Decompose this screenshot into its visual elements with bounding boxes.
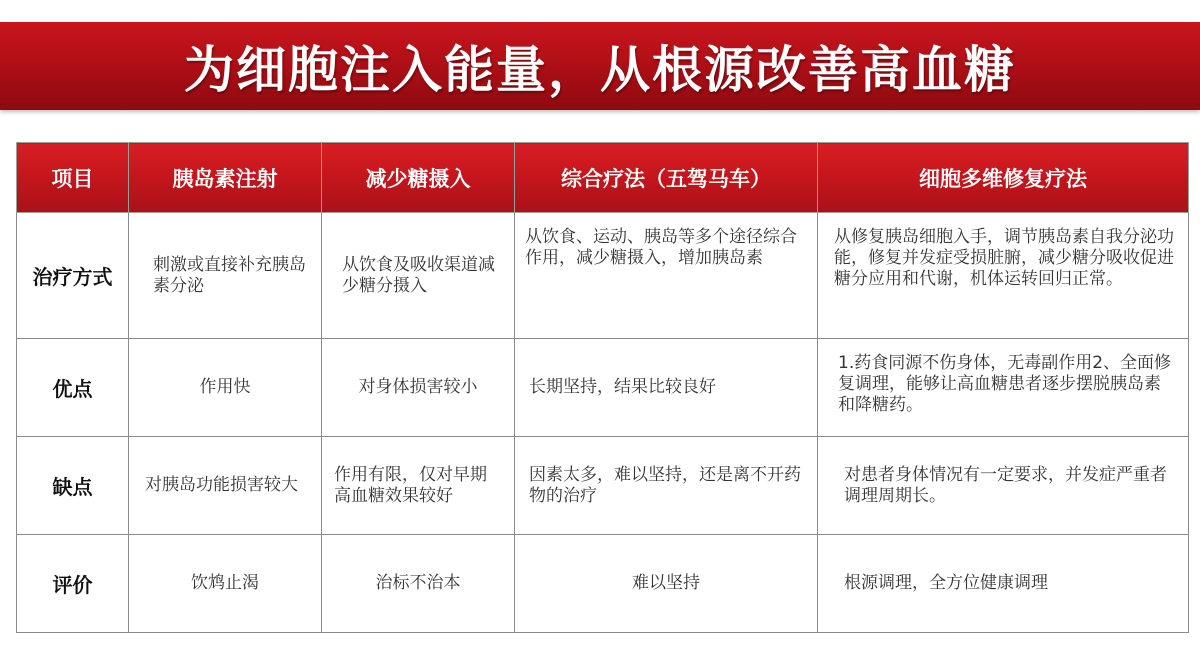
table-row (17, 339, 1189, 437)
table-cell: 对患者身体情况有一定要求，并发症严重者调理周期长。 (818, 437, 1189, 535)
table-cell: 从饮食及吸收渠道减少糖分摄入 (322, 213, 515, 339)
table-cell: 因素太多，难以坚持，还是离不开药物的治疗 (515, 437, 818, 535)
table-cell: 长期坚持，结果比较良好 (515, 339, 818, 437)
table-row (17, 535, 1189, 633)
row-label: 评价 (17, 535, 129, 633)
row-label: 优点 (17, 339, 129, 437)
table-cell: 从饮食、运动、胰岛等多个途径综合作用，减少糖摄入，增加胰岛素 (515, 213, 818, 339)
header-item: 项目 (17, 143, 129, 213)
table-row (17, 213, 1189, 339)
table-cell: 刺激或直接补充胰岛素分泌 (129, 213, 322, 339)
comparison-table (16, 142, 1189, 633)
table-cell: 根源调理，全方位健康调理 (818, 535, 1189, 633)
table-cell: 1.药食同源不伤身体，无毒副作用2、全面修复调理，能够让高血糖患者逐步摆脱胰岛素和降糖药。 (818, 339, 1189, 437)
header-combined-therapy: 综合疗法（五驾马车） (515, 143, 818, 213)
header-cell-repair-therapy: 细胞多维修复疗法 (818, 143, 1189, 213)
table-header-row (17, 143, 1189, 213)
table-cell: 治标不治本 (322, 535, 515, 633)
title-banner (0, 22, 1200, 110)
table-cell: 对身体损害较小 (322, 339, 515, 437)
table-cell: 作用快 (129, 339, 322, 437)
row-label: 治疗方式 (17, 213, 129, 339)
page-title: 为细胞注入能量，从根源改善高血糖 (184, 41, 1016, 99)
header-reduce-sugar: 减少糖摄入 (322, 143, 515, 213)
table-cell: 对胰岛功能损害较大 (129, 437, 322, 535)
table-cell: 难以坚持 (515, 535, 818, 633)
table-cell: 饮鸩止渴 (129, 535, 322, 633)
table-cell: 从修复胰岛细胞入手，调节胰岛素自我分泌功能，修复并发症受损脏腑，减少糖分吸收促进糖分应用和代谢，机体运转回归正常。 (818, 213, 1189, 339)
table-row (17, 437, 1189, 535)
table-cell: 作用有限，仅对早期高血糖效果较好 (322, 437, 515, 535)
header-insulin-injection: 胰岛素注射 (129, 143, 322, 213)
row-label: 缺点 (17, 437, 129, 535)
